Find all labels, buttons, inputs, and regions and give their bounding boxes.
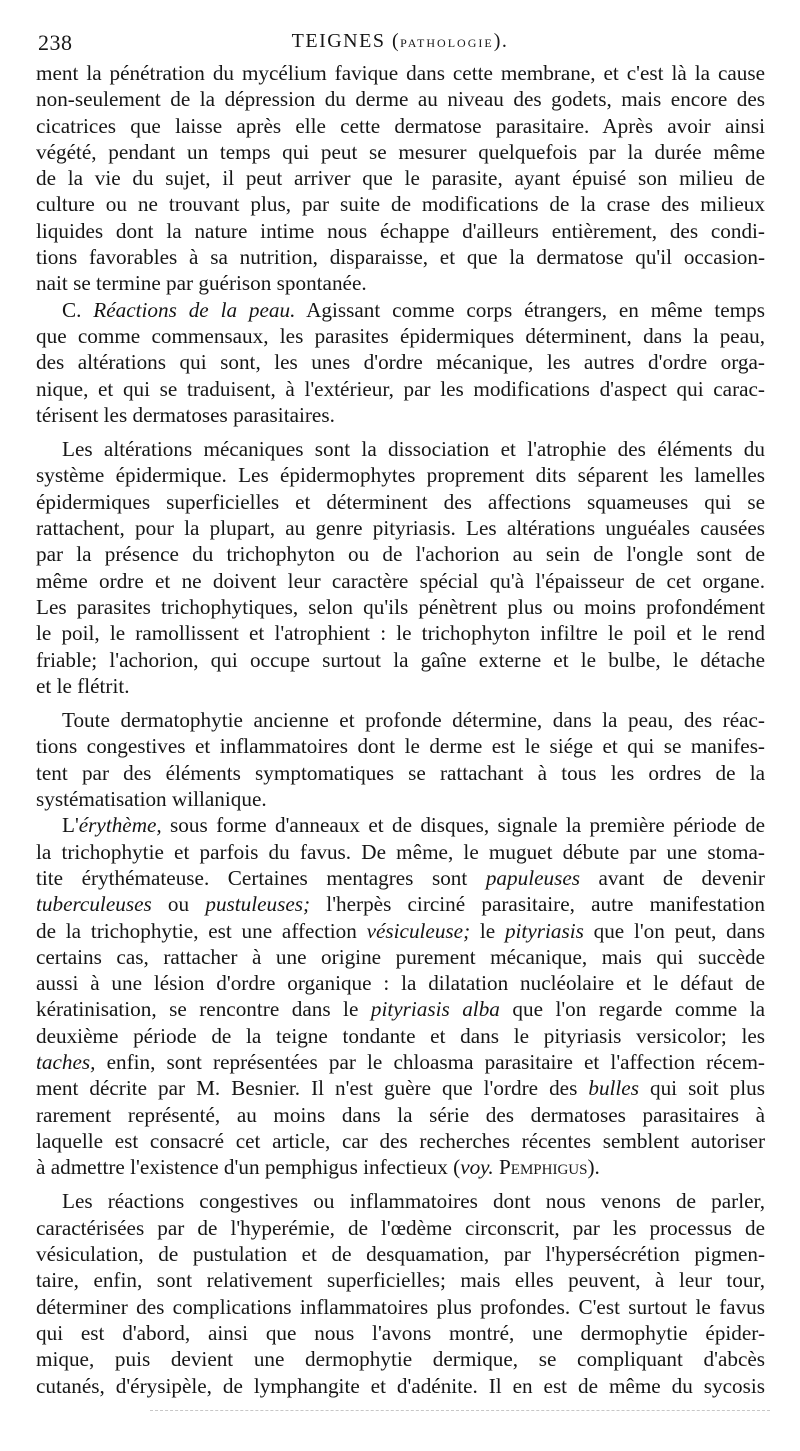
text-line: mique, puis devient une dermophytie dermique, se compliquant d'abcès <box>36 1347 765 1372</box>
text-span: enfin, sont représentées par le chloasma parasitaire et l'affection récem- <box>95 1049 765 1074</box>
text-line: nait se termine par guérison spontanée. <box>36 271 367 296</box>
text-line: des altérations qui sont, les unes d'ordre mécanique, les autres d'ordre orga- <box>36 350 765 375</box>
text-line: nique, et qui se traduisent, à l'extérieur, par les modifications d'aspect qui carac- <box>36 376 765 401</box>
text-span: que l'on regarde comme la <box>499 997 765 1022</box>
text-line <box>36 1049 765 1075</box>
text-line: la trichophytie et parfois du favus. De même, le muguet débute par une stoma- <box>36 839 765 864</box>
paragraph-gap <box>36 1180 765 1188</box>
italic-term: pustuleuses; <box>205 892 311 917</box>
text-line: que comme commensaux, les parasites épidermiques déterminent, dans la peau, <box>36 323 765 348</box>
text-line: tent par des éléments symptomatiques se rattachant à tous les ordres de la <box>36 760 765 785</box>
scan-artifact-rule <box>150 1410 770 1411</box>
text-span: L' <box>62 813 79 838</box>
text-line: cutanés, d'érysipèle, de lymphangite et d'adénite. Il en est de même du sycosis <box>36 1373 765 1398</box>
italic-term: bulles <box>588 1076 639 1101</box>
italic-term: voy. <box>460 1155 494 1180</box>
text-span: le <box>470 918 505 943</box>
italic-term: érythème, <box>78 813 162 838</box>
section-heading-line <box>36 297 765 323</box>
text-line: tions favorables à sa nutrition, disparaisse, et que la dermatose qu'il occasion- <box>36 245 765 270</box>
text-line <box>36 1075 765 1101</box>
italic-term: pityriasis alba <box>370 997 500 1022</box>
italic-term: taches, <box>36 1049 96 1074</box>
text-line: épidermiques superficielles et déterminent des affections squameuses qui se <box>36 489 765 514</box>
text-line <box>36 891 765 917</box>
text-line: certains cas, rattacher à une origine purement mécanique, mais qui succède <box>36 944 765 969</box>
text-span: à admettre l'existence d'un pemphigus infectieux ( <box>36 1155 461 1180</box>
section-label: C. <box>62 297 94 322</box>
text-line: par la présence du trichophyton ou de l'achorion au sein de l'ongle sont de <box>36 542 765 567</box>
text-span: de la trichophytie, est une affection <box>36 918 367 943</box>
text-line: systématisation willanique. <box>36 787 267 812</box>
text-line: ment la pénétration du mycélium favique dans cette membrane, et c'est là la cause <box>36 61 765 85</box>
text-line: Les parasites trichophytiques, selon qu'ils pénètrent plus ou moins profondément <box>36 594 765 619</box>
text-line: tions congestives et inflammatoires dont le derme est le siége et qui se manifes- <box>36 734 765 759</box>
section-title: Réactions de la peau. <box>93 297 296 322</box>
text-span: kératinisation, se rencontre dans le <box>36 997 371 1022</box>
text-span: Agissant comme corps étrangers, en même temps <box>295 297 765 322</box>
text-line <box>36 865 765 891</box>
running-title-smallcaps: pathologie <box>400 32 494 51</box>
italic-term: tuberculeuses <box>36 892 152 917</box>
page-header <box>38 30 762 56</box>
text-span: ). <box>587 1155 600 1180</box>
running-title-main: TEIGNES ( <box>291 30 401 52</box>
italic-term: vésiculeuse; <box>366 918 471 943</box>
text-line: végété, pendant un temps qui peut se mesurer quelquefois par la durée même <box>36 139 765 164</box>
body-text <box>36 60 765 1399</box>
text-line <box>36 918 765 944</box>
text-line: de la vie du sujet, il peut arriver que le parasite, ayant épuisé son milieu de <box>36 166 765 191</box>
text-span: qui soit plus <box>638 1076 766 1101</box>
text-span: que l'on peut, dans <box>583 918 765 943</box>
text-line: déterminer des complications inflammatoires plus profondes. C'est surtout le favus <box>36 1294 765 1319</box>
text-line: friable; l'achorion, qui occupe surtout la gaîne externe et le bulbe, le détache <box>36 647 765 672</box>
paragraph-gap <box>36 428 765 436</box>
text-line: rattachent, pour la plupart, au genre pityriasis. Les altérations unguéales causées <box>36 516 765 541</box>
text-span: l'herpès circiné parasitaire, autre manifestation <box>310 892 765 917</box>
text-line: térisent les dermatoses parasitaires. <box>36 402 335 427</box>
text-line: non-seulement de la dépression du derme au niveau des godets, mais encore des <box>36 87 765 112</box>
text-line: liquides dont la nature intime nous échappe d'ailleurs entièrement, des condi- <box>36 218 765 243</box>
text-span: ment décrite par M. Besnier. Il n'est guère que l'ordre des <box>36 1076 589 1101</box>
text-line: laquelle est consacré cet article, car des recherches récentes semblent autoriser <box>36 1128 765 1153</box>
text-line: qui est d'abord, ainsi que nous l'avons montré, une dermophytie épider- <box>36 1320 765 1345</box>
text-line: même ordre et ne doivent leur caractère spécial qu'à l'épaisseur de cet organe. <box>36 568 765 593</box>
text-line: Toute dermatophytie ancienne et profonde détermine, dans la peau, des réac- <box>62 708 765 733</box>
text-line: rarement représenté, au moins dans la série des dermatoses parasitaires à <box>36 1102 765 1127</box>
text-line: culture ou ne trouvant plus, par suite de modifications de la crase des milieux <box>36 192 765 217</box>
text-line: cicatrices que laisse après elle cette dermatose parasitaire. Après avoir ainsi <box>36 113 765 138</box>
text-line: Les réactions congestives ou inflammatoires dont nous venons de parler, <box>62 1189 765 1214</box>
running-title-end: ). <box>493 30 509 52</box>
text-line <box>36 996 765 1022</box>
text-span: tite érythémateuse. Certaines mentagres sont <box>36 865 486 890</box>
text-line: vésiculation, de pustulation et de desquamation, par l'hypersécrétion pigmen- <box>36 1242 765 1267</box>
text-span: ou <box>151 892 206 917</box>
text-line: et le flétrit. <box>36 673 130 698</box>
italic-term: pityriasis <box>504 918 584 943</box>
text-span: sous forme d'anneaux et de disques, signale la première période de <box>161 813 765 838</box>
text-line: caractérisées par de l'hyperémie, de l'œdème circonscrit, par les processus de <box>36 1215 765 1240</box>
page-number: 238 <box>38 30 73 55</box>
text-line: le poil, le ramollissent et l'atrophient : le trichophyton infiltre le poil et le rend <box>36 621 765 646</box>
running-title <box>38 30 762 53</box>
paragraph-gap <box>36 699 765 707</box>
text-span: avant de devenir <box>579 865 765 890</box>
text-line: Les altérations mécaniques sont la dissociation et l'atrophie des éléments du <box>62 437 765 462</box>
text-line: deuxième période de la teigne tondante et dans le pityriasis versicolor; les <box>36 1023 765 1048</box>
text-line: système épidermique. Les épidermophytes proprement dits séparent les lamelles <box>36 463 765 488</box>
text-line <box>36 1154 765 1180</box>
italic-term: papuleuses <box>485 865 580 890</box>
text-line: aussi à une lésion d'ordre organique : la dilatation nucléolaire et le défaut de <box>36 971 765 996</box>
text-line: taire, enfin, sont relativement superficielles; mais elles peuvent, à leur tour, <box>36 1268 765 1293</box>
text-line <box>36 812 765 838</box>
cross-reference: Pemphigus <box>493 1155 588 1180</box>
